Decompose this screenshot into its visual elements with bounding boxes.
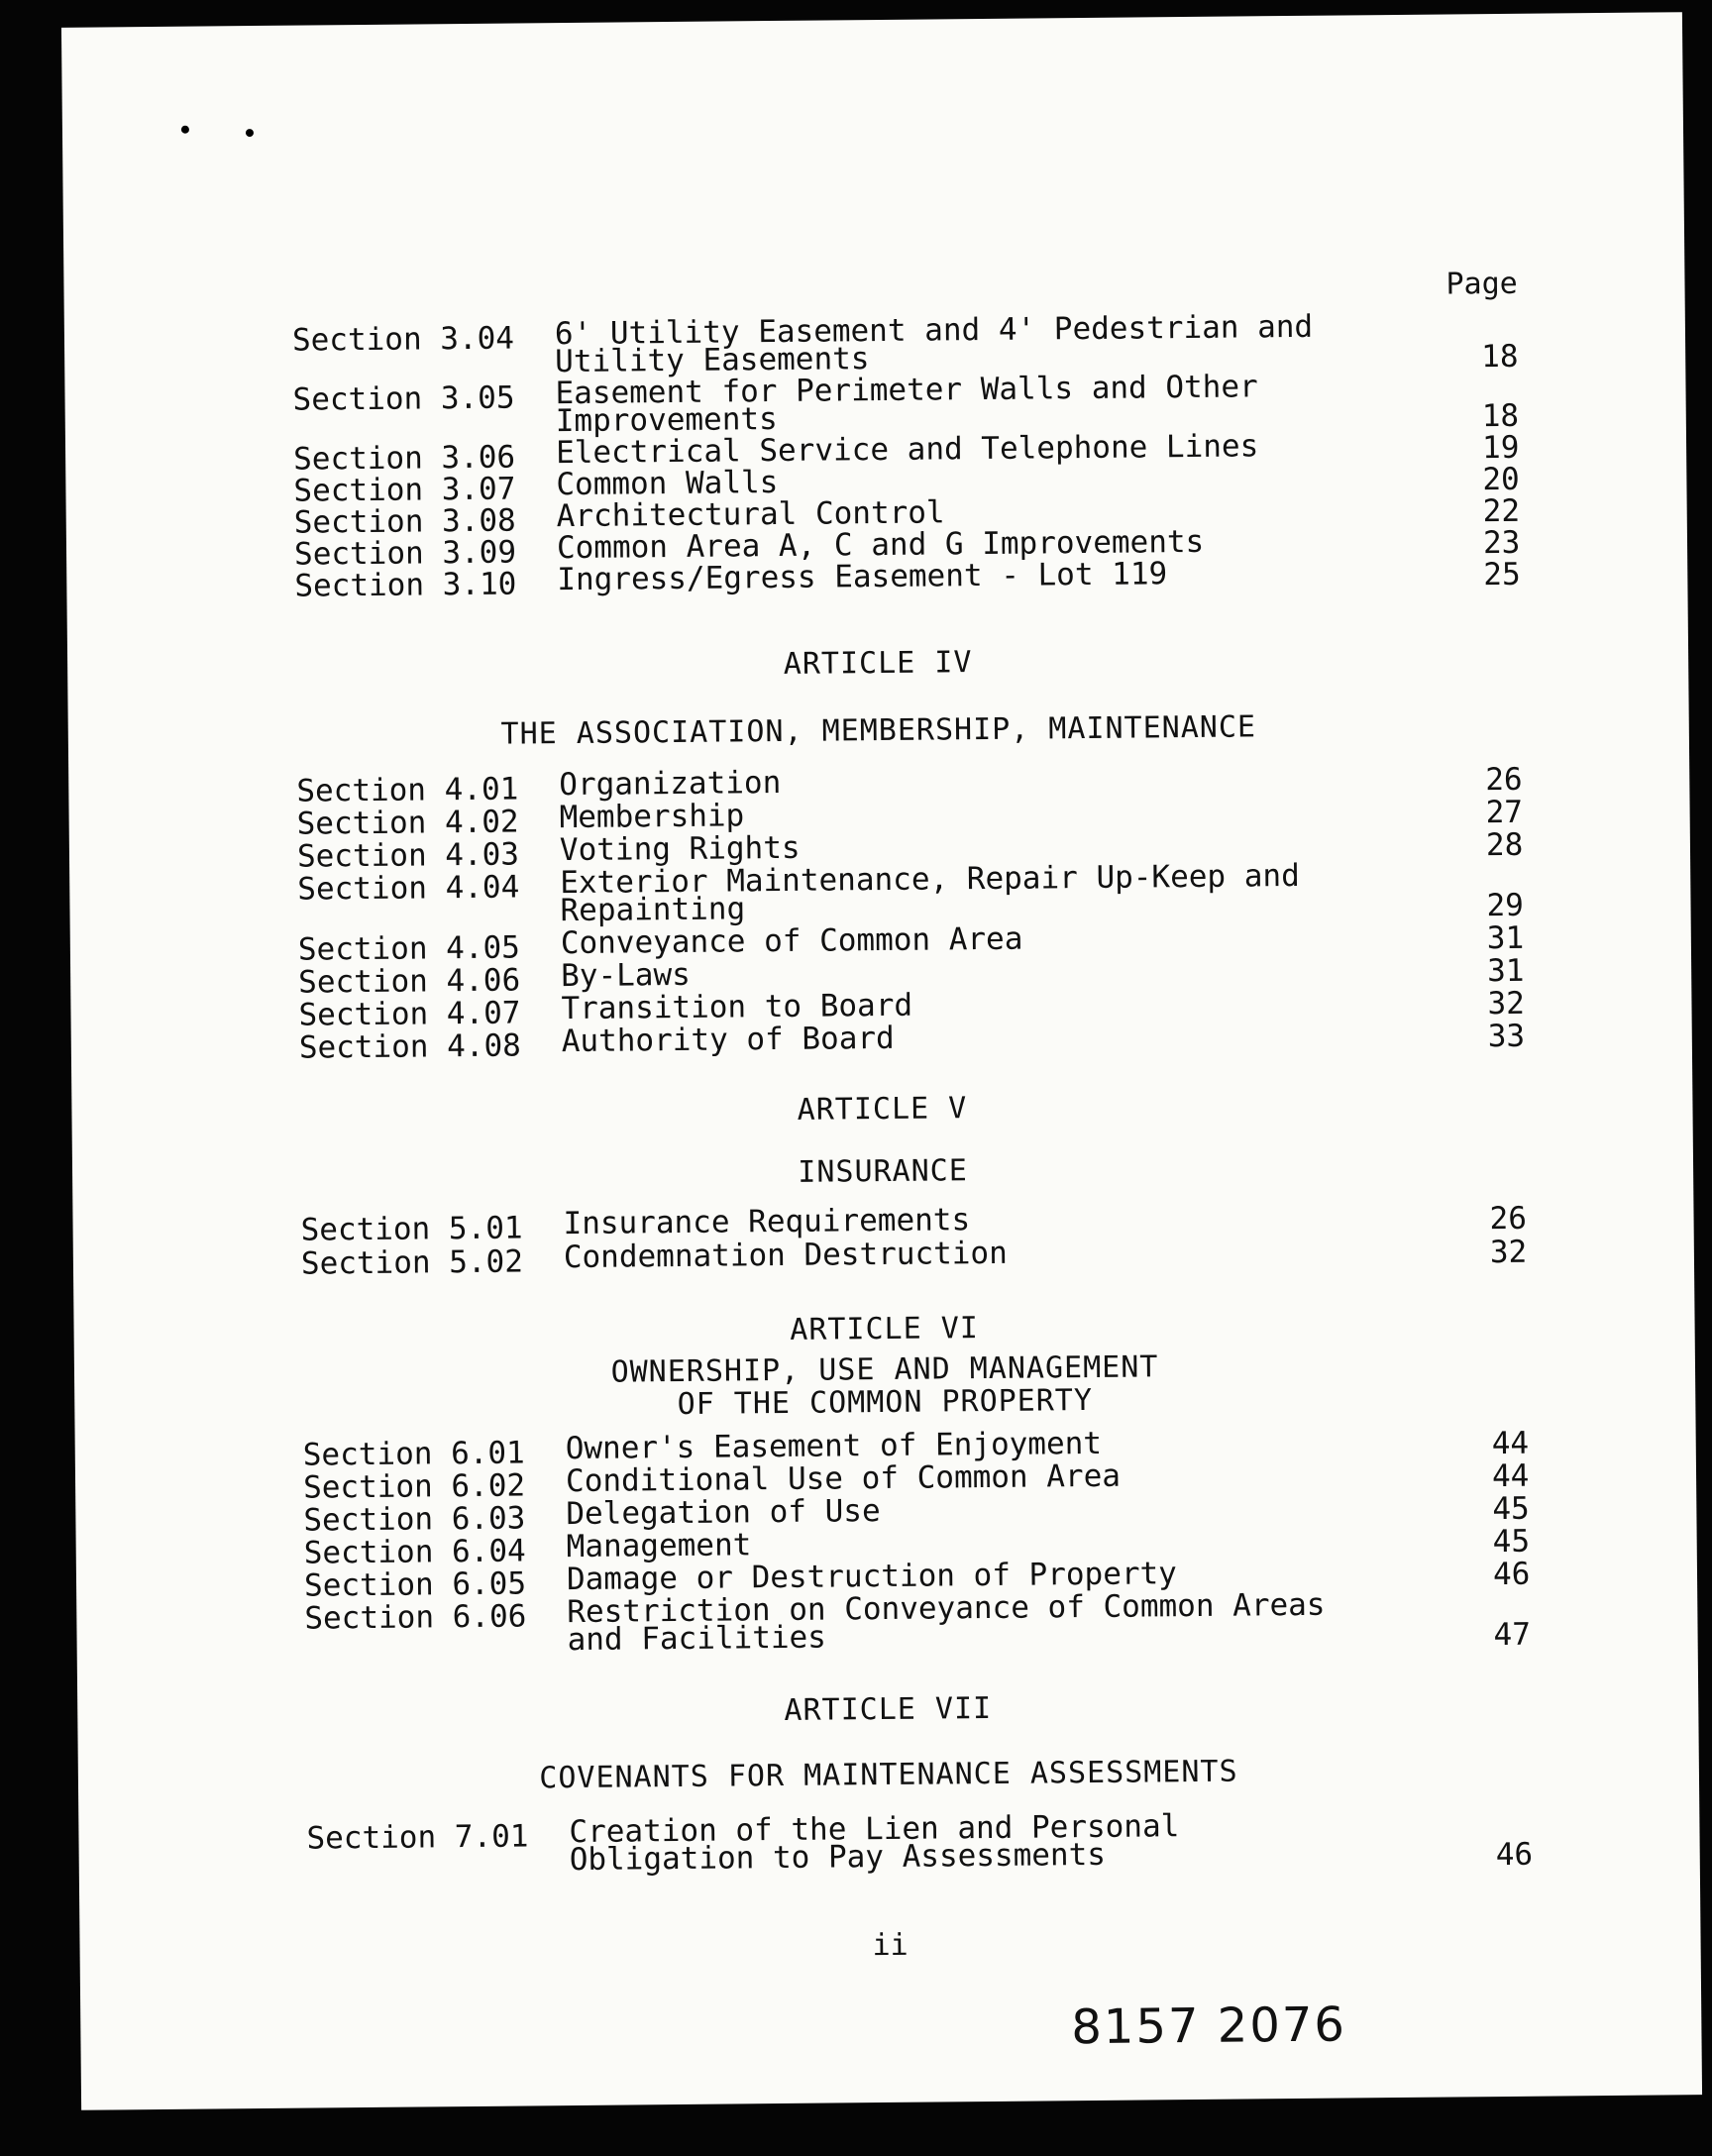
article-7-heading: ARTICLE VII — [784, 1690, 993, 1728]
section-title: Authority of Board — [561, 1020, 895, 1060]
page-column-header: Page — [1445, 266, 1518, 302]
section-number: Section 3.09 — [293, 534, 517, 573]
toc-row — [291, 308, 1580, 380]
section-title: Creation of the Lien and Personal Obligation to Pay Assessments — [569, 1808, 1180, 1879]
section-number: Section 3.07 — [293, 471, 516, 509]
article-5-subheading: INSURANCE — [798, 1153, 969, 1190]
section-page-number: 46 — [1495, 1836, 1534, 1874]
section-title: Management — [566, 1527, 752, 1565]
section-title: Easement for Perimeter Walls and Other Improvements — [555, 369, 1258, 440]
section-page-number: 18 — [1481, 338, 1519, 376]
section-title: Delegation of Use — [566, 1493, 881, 1533]
toc-row — [306, 1808, 1594, 1879]
toc-row — [300, 1200, 1588, 1248]
section-number: Section 4.08 — [298, 1027, 521, 1066]
section-title: Organization — [559, 764, 782, 804]
section-page-number: 31 — [1486, 952, 1525, 990]
section-number: Section 5.01 — [300, 1210, 523, 1248]
section-page-number: 32 — [1489, 1234, 1528, 1271]
section-number: Section 4.07 — [298, 995, 521, 1033]
section-page-number: 44 — [1491, 1457, 1530, 1495]
article-7-subheading: COVENANTS FOR MAINTENANCE ASSESSMENTS — [539, 1754, 1238, 1796]
section-page-number: 20 — [1482, 461, 1520, 498]
speck — [181, 126, 189, 134]
toc-row — [297, 857, 1585, 929]
section-title: Condemnation Destruction — [563, 1235, 1008, 1276]
section-title: Transition to Board — [561, 987, 913, 1027]
section-number: Section 4.06 — [298, 962, 521, 1001]
section-number: Section 3.08 — [293, 502, 516, 541]
section-title: Exterior Maintenance, Repair Up-Keep and Repainting — [560, 857, 1300, 929]
section-page-number: 33 — [1487, 1018, 1526, 1055]
toc-group-article-6 — [303, 1425, 1593, 1661]
section-number: Section 3.06 — [292, 439, 516, 478]
section-title: Conditional Use of Common Area — [565, 1457, 1122, 1500]
section-number: Section 3.05 — [292, 379, 515, 418]
section-page-number: 31 — [1486, 919, 1525, 957]
article-6-heading: ARTICLE VI — [790, 1311, 980, 1348]
section-number: Section 3.10 — [294, 566, 517, 604]
section-title: Insurance Requirements — [563, 1202, 971, 1242]
section-title: By-Laws — [560, 956, 691, 995]
toc-row — [304, 1586, 1592, 1659]
section-page-number: 18 — [1481, 397, 1520, 435]
section-title: Common Walls — [556, 464, 779, 503]
section-title: Owner's Easement of Enjoyment — [565, 1425, 1103, 1467]
section-page-number: 32 — [1487, 985, 1525, 1023]
section-number: Section 4.03 — [296, 836, 520, 875]
section-page-number: 46 — [1492, 1556, 1531, 1593]
section-title: Restriction on Conveyance of Common Areas and Facilities — [567, 1586, 1326, 1659]
section-page-number: 25 — [1483, 556, 1521, 593]
section-number: Section 6.06 — [304, 1598, 527, 1637]
section-title: Electrical Service and Telephone Lines — [555, 428, 1259, 472]
section-page-number: 47 — [1493, 1616, 1532, 1654]
section-title: Architectural Control — [556, 494, 945, 535]
toc-group-article-5 — [300, 1200, 1589, 1282]
section-title: Conveyance of Common Area — [560, 920, 1023, 962]
article-5-heading: ARTICLE V — [797, 1091, 968, 1128]
section-page-number: 29 — [1486, 887, 1525, 924]
section-number: Section 6.01 — [302, 1435, 525, 1473]
speck — [246, 129, 254, 137]
section-title: Damage or Destruction of Property — [566, 1556, 1178, 1598]
section-number: Section 3.04 — [291, 320, 515, 359]
article-4-heading: ARTICLE IV — [783, 645, 973, 682]
section-number: Section 5.02 — [300, 1243, 524, 1282]
section-page-number: 22 — [1482, 492, 1521, 530]
section-number: Section 4.04 — [297, 869, 520, 908]
section-title: Voting Rights — [559, 829, 801, 869]
section-number: Section 6.03 — [303, 1500, 526, 1539]
section-page-number: 26 — [1485, 761, 1523, 799]
document-stamp-number: 8157 2076 — [1071, 1996, 1347, 2056]
section-page-number: 45 — [1492, 1523, 1531, 1561]
section-page-number: 23 — [1482, 524, 1521, 562]
toc-group-article-7 — [306, 1808, 1595, 1880]
section-page-number: 19 — [1481, 429, 1520, 467]
section-number: Section 4.02 — [296, 804, 519, 842]
toc-group-article-4 — [296, 761, 1587, 1066]
section-number: Section 6.05 — [303, 1565, 527, 1604]
section-number: Section 4.01 — [296, 771, 519, 809]
section-page-number: 27 — [1485, 794, 1524, 831]
section-title: Ingress/Egress Easement - Lot 119 — [557, 556, 1168, 598]
toc-group-article-3 — [291, 308, 1583, 604]
section-number: Section 6.02 — [302, 1467, 526, 1506]
section-number: Section 7.01 — [306, 1818, 529, 1857]
page-number: ii — [872, 1927, 909, 1964]
section-page-number: 44 — [1491, 1425, 1530, 1462]
section-title: Common Area A, C and G Improvements — [556, 523, 1205, 567]
section-page-number: 28 — [1485, 826, 1524, 864]
section-title: 6' Utility Easement and 4' Pedestrian and Utility Easements — [554, 308, 1314, 380]
article-6-subheading: OWNERSHIP, USE AND MANAGEMENT — [610, 1349, 1159, 1390]
section-title: Membership — [559, 798, 745, 836]
document-page — [61, 12, 1702, 2110]
toc-row — [292, 369, 1580, 440]
section-number: Section 4.05 — [297, 929, 521, 968]
section-number: Section 6.04 — [303, 1533, 526, 1571]
article-4-subheading: THE ASSOCIATION, MEMBERSHIP, MAINTENANCE — [500, 709, 1257, 752]
section-page-number: 26 — [1489, 1200, 1528, 1238]
section-page-number: 45 — [1492, 1490, 1530, 1528]
article-6-subheading-line-2: OF THE COMMON PROPERTY — [677, 1382, 1094, 1422]
